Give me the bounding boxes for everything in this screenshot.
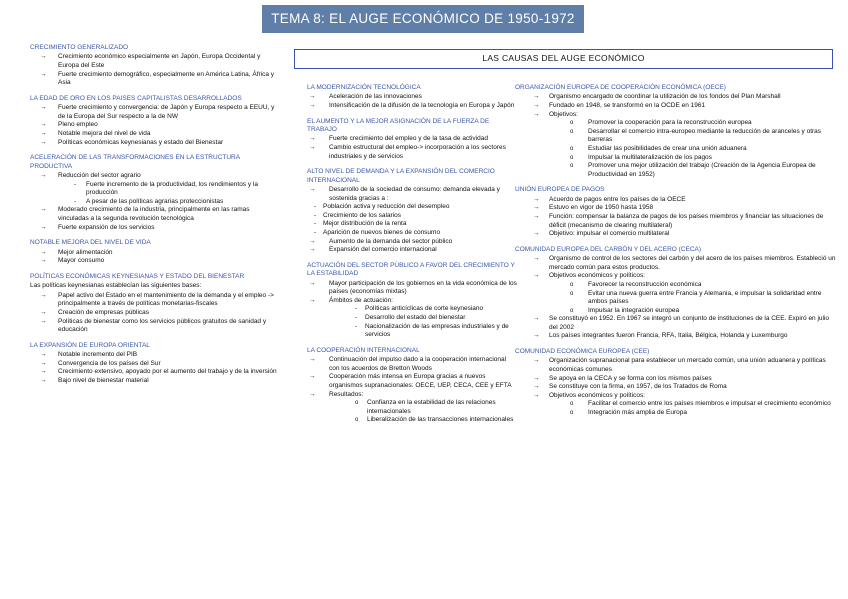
sub-list-item: - A pesar de las políticas agrarias proteccionistas [30, 198, 260, 207]
section-heading: UNIÓN EUROPEA DE PAGOS [515, 186, 605, 194]
list-item: → Notable mejora del nivel de vida [30, 130, 280, 139]
list-item: → Expansión del comercio internacional [307, 246, 517, 255]
section-aceleracion [30, 154, 280, 232]
section-ceca [515, 246, 837, 341]
section-edad-oro [30, 95, 280, 147]
section-uep [515, 186, 837, 238]
middle-column [307, 84, 517, 432]
sub-list-item: - Fuerte incremento de la productividad, los rendimientos y la producción [30, 181, 260, 198]
list-item: → Acuerdo de pagos entre los países de la OECE [515, 196, 837, 205]
section-demanda [307, 168, 517, 255]
list-item: → Cambio estructural del empleo-> incorporación a los sectores industriales y de servicios [307, 144, 517, 161]
section-trabajo [307, 118, 517, 162]
section-heading: CRECIMIENTO GENERALIZADO [30, 44, 129, 51]
list-item: → Mayor consumo [30, 257, 280, 266]
list-item: → Moderado crecimiento de la industria, principalmente en las ramas vinculadas a la segunda revolución tecnológica [30, 206, 280, 223]
section-oece [515, 84, 837, 179]
left-column [30, 44, 280, 392]
sub-list-item: - Mejor distribución de la renta [307, 220, 517, 229]
list-item: → Objetivos económicos y políticos: [515, 392, 837, 401]
sub-list-item: o Confianza en la estabilidad de las relaciones internacionales [307, 399, 517, 416]
list-item: → Papel activo del Estado en el mantenimiento de la demanda y el empleo -> principalmente a través de políticas monetarias-fiscales [30, 292, 280, 309]
sub-list-item: o Desarrollar el comercio intra-europeo mediante la reducción de aranceles y otras barreras [515, 128, 837, 145]
list-item: → Estuvo en vigor de 1950 hasta 1958 [515, 204, 837, 213]
list-item: → Notable incremento del PIB [30, 351, 280, 360]
list-item: → Fuerte expansión de los servicios [30, 224, 280, 233]
sub-list-item: o Facilitar el comercio entre los países miembros e impulsar el crecimiento económico [515, 400, 837, 409]
sub-list-item: o Favorecer la reconstrucción económica [515, 281, 837, 290]
list-item: → Fuerte crecimiento del empleo y de la tasa de actividad [307, 135, 517, 144]
section-heading: ACELERACIÓN DE LAS TRANSFORMACIONES EN LA ESTRUCTURA PRODUCTIVA [30, 154, 240, 170]
right-column [515, 84, 837, 425]
section-cooperacion [307, 347, 517, 425]
list-item: → Objetivos: [515, 111, 837, 120]
sub-list-item: o Promover una mejor utilización del trabajo (Creación de la Agencia Europea de Productividad en 1952) [515, 162, 837, 179]
list-item: → Organismo de control de los sectores del carbón y del acero de los países miembros. Estableció un mercado común para estos productos. [515, 255, 837, 272]
sub-list-item: - Crecimiento de los salarios [307, 212, 517, 221]
list-item: → Ámbitos de actuación: [307, 297, 517, 306]
sub-list-item: o Promover la cooperación para la reconstrucción europea [515, 119, 837, 128]
list-item: → Mejor alimentación [30, 249, 280, 258]
list-item: → Fundado en 1948, se transformó en la OCDE en 1961 [515, 102, 837, 111]
section-cee [515, 348, 837, 418]
list-item: → Mayor participación de los gobiernos en la vida económica de los países (economías mixtas) [307, 280, 517, 297]
sub-list-item: o Liberalización de las transacciones internacionales [307, 416, 517, 425]
list-item: → Aumento de la demanda del sector público [307, 238, 517, 247]
list-item: → Fuerte crecimiento demográfico, especialmente en América Latina, África y Asia [30, 71, 280, 88]
list-item: → Aceleración de las innovaciones [307, 93, 517, 102]
list-item: → Políticas económicas keynesianas y estado del Bienestar [30, 139, 280, 148]
sub-list-item: o Estudiar las posibilidades de crear una unión aduanera [515, 145, 837, 154]
sub-list-item: - Desarrollo del estado del bienestar [307, 314, 517, 323]
sub-list-item: o Evitar una nueva guerra entre Francia y Alemania, e impulsar la solidaridad entre ambos países [515, 290, 837, 307]
section-heading: LA EDAD DE ORO EN LOS PAISES CAPITALISTAS DESARROLLADOS [30, 94, 242, 102]
section-heading: LA COOPERACIÓN INTERNACIONAL [307, 346, 420, 354]
section-heading: LA EXPANSIÓN DE EUROPA ORIENTAL [30, 341, 150, 349]
list-item: → Resultados: [307, 391, 517, 400]
sub-list-item: o Integración más amplia de Europa [515, 409, 837, 418]
section-heading: ORGANIZACIÓN EUROPEA DE COOPERACIÓN ECONÓMICA (OECE) [515, 84, 726, 91]
section-modernizacion [307, 84, 517, 111]
list-item: → Intensificación de la difusión de la tecnología en Europa y Japón [307, 102, 517, 111]
list-item: → Fuerte crecimiento y convergencia: de Japón y Europa respecto a EEUU, y de la Europa del Sur respecto a la de NW [30, 104, 280, 121]
list-item: → Se constituyó en 1952. En 1967 se integró un conjunto de instituciones de la CEE. Expiró en julio del 2002 [515, 315, 837, 332]
section-heading: NOTABLE MEJORA DEL NIVEL DE VIDA [30, 239, 151, 247]
sub-list-item: - Aparición de nuevos bienes de consumo [307, 229, 517, 238]
list-item: → Políticas de bienestar como los servicios públicos gratuitos de sanidad y educación [30, 318, 280, 335]
list-item: → Convergencia de los países del Sur [30, 360, 280, 369]
list-item: → Se apoya en la CECA y se forma con los mismos países [515, 375, 837, 384]
list-item: → Continuación del impulso dado a la cooperación internacional con los acuerdos de Bretton Woods [307, 356, 517, 373]
sub-list-item: o Impulsar la multilateralización de los pagos [515, 154, 837, 163]
section-sector-publico [307, 262, 517, 340]
section-heading: ACTUACIÓN DEL SECTOR PÚBLICO A FAVOR DEL CRECIMIENTO Y LA ESTABILIDAD [307, 261, 515, 278]
section-heading: LA MODERNIZACIÓN TECNOLÓGICA [307, 84, 421, 91]
section-heading: COMUNIDAD ECONÓMICA EUROPEA (CEE) [515, 348, 650, 356]
section-mejora [30, 239, 280, 266]
list-item: → Crecimiento económico especialmente en Japón, Europa Occidental y Europa del Este [30, 53, 280, 70]
sub-list-item: - Nacionalización de las empresas industriales y de servicios [307, 323, 517, 340]
section-intro: Las políticas keynesianas establecían las siguientes bases: [30, 282, 202, 290]
section-heading: COMUNIDAD EUROPEA DEL CARBÓN Y DEL ACERO (CECA) [515, 245, 702, 253]
list-item: → Organización supranacional para establecer un mercado común, una unión aduanera y políticas económicas comunes [515, 357, 837, 374]
causes-title-box: LAS CAUSAS DEL AUGE ECONÓMICO [294, 49, 833, 69]
section-keynes [30, 273, 280, 335]
sub-list-item: o Impulsar la integración europea [515, 307, 837, 316]
section-heading: EL AUMENTO Y LA MEJOR ASIGNACIÓN DE LA FUERZA DE TRABAJO [307, 117, 490, 133]
list-item: → Objetivo: impulsar el comercio multilateral [515, 230, 837, 239]
list-item: → Desarrollo de la sociedad de consumo: demanda elevada y sostenida gracias a : [307, 186, 517, 203]
section-crecimiento [30, 44, 280, 88]
list-item: → Crecimiento extensivo, apoyado por el aumento del trabajo y de la inversión [30, 368, 280, 377]
list-item: → Función: compensar la balanza de pagos de los países miembros y financiar las situaciones de déficit (mecanismo de clearing multilateral) [515, 213, 837, 230]
section-heading: ALTO NIVEL DE DEMANDA Y LA EXPANSIÓN DEL COMERCIO INTERNACIONAL [307, 168, 495, 184]
page-title: TEMA 8: EL AUGE ECONÓMICO DE 1950-1972 [262, 5, 584, 33]
list-item: → Reducción del sector agrario [30, 172, 280, 181]
list-item: → Cooperación más intensa en Europa gracias a nuevos organismos supranacionales: OECE, UEP, CECA, CEE y EFTA [307, 373, 517, 390]
sub-list-item: - Población activa y reducción del desempleo [307, 203, 517, 212]
list-item: → Objetivos económicos y políticos: [515, 272, 837, 281]
list-item: → Bajo nivel de bienestar material [30, 377, 280, 386]
section-heading: POLÍTICAS ECONÓMICAS KEYNESIANAS Y ESTADO DEL BIENESTAR [30, 272, 245, 280]
sub-list-item: - Políticas anticíclicas de corte keynesiano [307, 305, 517, 314]
section-europa-oriental [30, 342, 280, 386]
list-item: → Creación de empresas públicas [30, 309, 280, 318]
list-item: → Se constituye con la firma, en 1957, de los Tratados de Roma [515, 383, 837, 392]
list-item: → Organismo encargado de coordinar la utilización de los fondos del Plan Marshall [515, 93, 837, 102]
list-item: → Los países integrantes fueron Francia, RFA, Italia, Bélgica, Holanda y Luxemburgo [515, 332, 837, 341]
list-item: → Pleno empleo [30, 121, 280, 130]
